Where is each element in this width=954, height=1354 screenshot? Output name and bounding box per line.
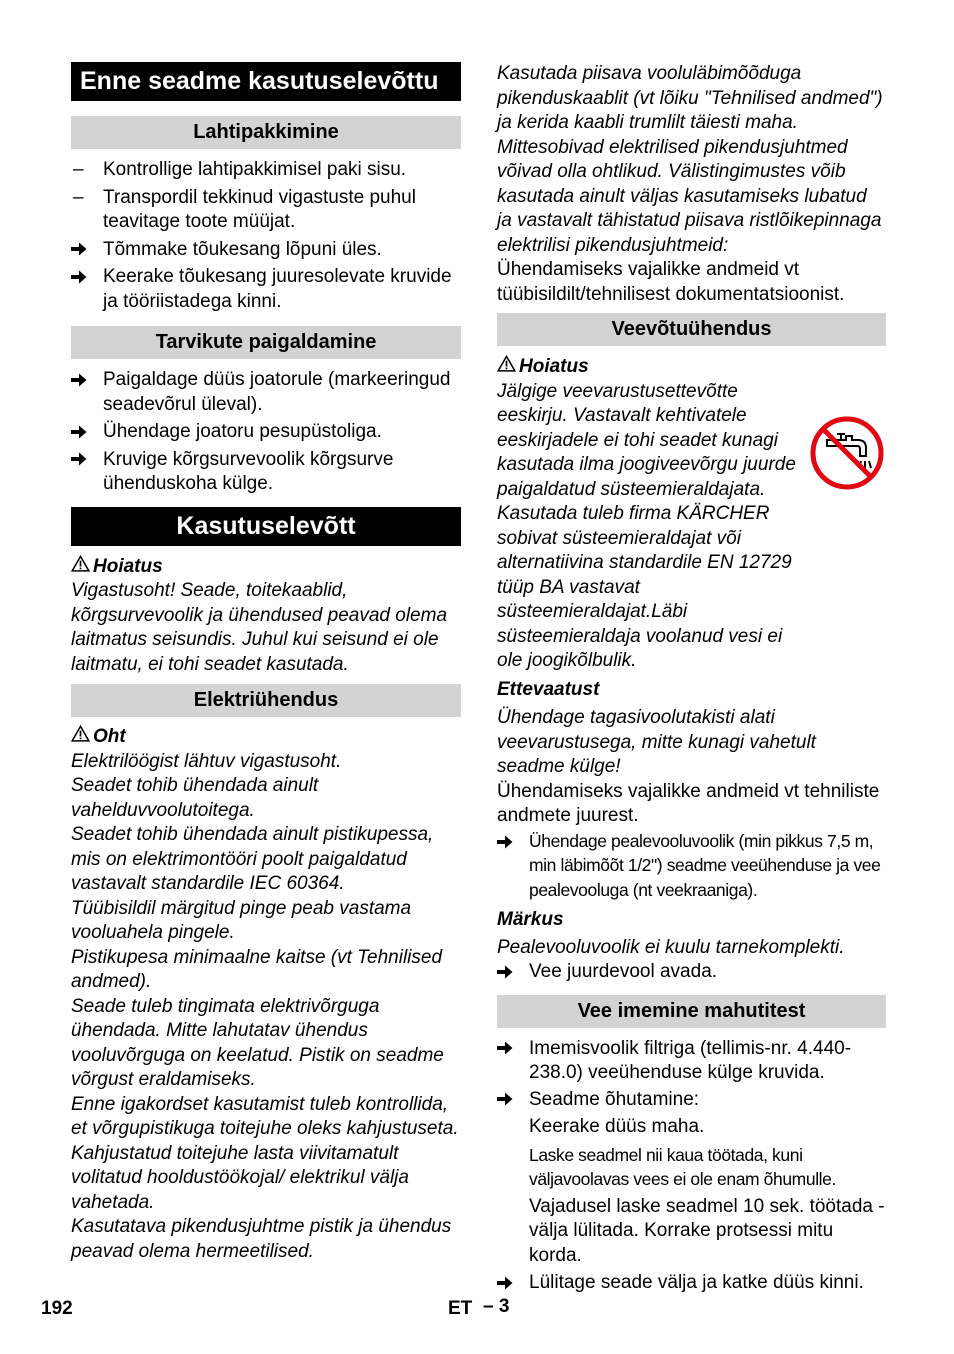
- dash-marker: –: [73, 159, 84, 180]
- danger-paragraph: Kasutatava pikendusjuhtme pistik ja ühendus peavad olema hermeetilised.: [71, 1216, 452, 1262]
- caution-heading: Ettevaatust: [497, 678, 600, 700]
- sub-step: Laske seadmel nii kaua töötada, kuni väljavoolavas vees ei ole enam õhumulle.: [529, 1144, 836, 1189]
- list-item: Lülitage seade välja ja katke düüs kinni.: [497, 1271, 886, 1296]
- sub-step: Keerake düüs maha.: [529, 1116, 705, 1137]
- caution-text: Ühendage tagasivoolutakisti alati veevarustusega, mitte kunagi vahetult seadme külge!: [497, 707, 816, 777]
- list-item: Kruvige kõrgsurvevoolik kõrgsurve ühenduskoha külge.: [71, 448, 461, 497]
- note-text: Pealevooluvoolik ei kuulu tarnekomplekti.: [497, 936, 845, 958]
- subheading-suction: Vee imemine mahutitest: [497, 995, 886, 1028]
- dash-marker: –: [73, 186, 84, 208]
- arrow-right-icon: [71, 242, 87, 256]
- sub-step: Vajadusel laske seadmel 10 sek. töötada - välja lülitada. Korrake protsessi mitu korda.: [529, 1195, 885, 1266]
- subheading-electrical: Elektriühendus: [71, 684, 461, 717]
- list-item: Seadme õhutamine:: [497, 1088, 886, 1113]
- note-heading: Märkus: [497, 909, 564, 930]
- water-warning-text: Jälgige veevarustusettevõtte eeskirju. Vastavalt kehtivatele eeskirjadele ei tohi seadet kunagi kasutada ilma joogiveevõrgu juurde paigaldatud süsteemieraldajata. Kasutada tuleb firma KÄRCHER sobivat süsteemieraldajat või alternatiivina standardile EN 12729 tüüp BA vastavat süsteemieraldajat.Läbi süsteemieraldaja voolanud vesi ei ole joogikõlbulik.: [497, 380, 796, 671]
- arrow-right-icon: [497, 1041, 513, 1055]
- subheading-accessories: Tarvikute paigaldamine: [71, 326, 461, 359]
- connection-data-text: Ühendamiseks vajalikke andmeid vt tüübisildilt/tehnilisest dokumentatsioonist.: [497, 259, 845, 305]
- danger-paragraph: Seadet tohib ühendada ainult pistikupessa, mis on elektrimontööri poolt paigaldatud vastavalt standardile IEC 60364.: [71, 824, 434, 894]
- arrow-right-icon: [497, 1276, 513, 1290]
- arrow-right-icon: [71, 373, 87, 387]
- list-item: Ühendage joatoru pesupüstoliga.: [71, 420, 461, 445]
- list-item: Keerake tõukesang juuresolevate kruvide ja tööriistadega kinni.: [71, 265, 461, 314]
- arrow-right-icon: [71, 270, 87, 284]
- warning-text: Vigastusoht! Seade, toitekaablid, kõrgsurvevoolik ja ühendused peavad olema laitmatus seisundis. Juhul kui seisund ei ole laitmatu, ei tohi seadet kasutada.: [71, 580, 448, 675]
- right-column: [497, 62, 886, 1296]
- list-item: Tõmmake tõukesang lõpuni üles.: [71, 238, 461, 263]
- list-item: – Kontrollige lahtipakkimisel paki sisu.: [71, 158, 461, 183]
- warning-heading: Hoiatus: [71, 555, 461, 580]
- danger-heading: Oht: [71, 725, 461, 750]
- danger-paragraph: Elektrilöögist lähtuv vigastusoht.: [71, 750, 342, 772]
- warning-heading: Hoiatus: [497, 355, 886, 380]
- warning-triangle-icon: [497, 355, 516, 372]
- section-heading-before-use: Enne seadme kasutuselevõttu: [71, 62, 461, 101]
- subheading-water-supply: Veevõtuühendus: [497, 313, 886, 346]
- list-item: Vee juurdevool avada.: [497, 960, 886, 985]
- list-item: Paigaldage düüs joatorule (markeeringud seadevõrul üleval).: [71, 368, 461, 417]
- arrow-right-icon: [497, 835, 513, 849]
- arrow-right-icon: [71, 425, 87, 439]
- list-item: Ühendage pealevooluvoolik (min pikkus 7,5 m, min läbimõõt 1/2") seadme veeühenduse ja vee pealevooluga (nt veekraaniga).: [497, 829, 886, 903]
- arrow-right-icon: [497, 965, 513, 979]
- sub-page-number: – 3: [483, 1296, 510, 1317]
- warning-triangle-icon: [71, 555, 90, 572]
- arrow-right-icon: [71, 452, 87, 466]
- list-item: Imemisvoolik filtriga (tellimis-nr. 4.440-238.0) veeühenduse külge kruvida.: [497, 1037, 886, 1086]
- danger-paragraph: Pistikupesa minimaalne kaitse (vt Tehnilised andmed).: [71, 946, 443, 992]
- left-column: [71, 62, 461, 1264]
- technical-data-text: Ühendamiseks vajalikke andmeid vt tehniliste andmete juurest.: [497, 780, 880, 826]
- danger-paragraph: Enne igakordset kasutamist tuleb kontrollida, et võrgupistikuga toitejuhe oleks kahjustuseta. Kahjustatud toitejuhe lasta viivitamatult volitatud hooldustöökojal/ elektrikul välja vahetada.: [71, 1093, 459, 1213]
- warning-triangle-icon: [71, 725, 90, 742]
- arrow-right-icon: [497, 1092, 513, 1106]
- subheading-unpacking: Lahtipakkimine: [71, 116, 461, 149]
- danger-paragraph: Tüübisildil märgitud pinge peab vastama vooluahela pingele.: [71, 897, 412, 943]
- list-item: – Transpordil tekkinud vigastuste puhul teavitage toote müüjat.: [73, 186, 416, 232]
- language-code: ET: [448, 1298, 473, 1319]
- danger-paragraph: Seadet tohib ühendada ainult vahelduvvoolutoitega.: [71, 775, 319, 821]
- section-heading-commissioning: Kasutuselevõtt: [71, 507, 461, 546]
- extension-cable-text: Kasutada piisava vooluläbimõõduga pikenduskaablit (vt lõiku "Tehnilised andmed") ja kerida kaabli trumlilt täiesti maha. Mittesobivad elektrilised pikendusjuhtmed võivad olla ohtlikud. Välistingimustes võib kasutada ainult väljas kasutamiseks lubatud ja vastavalt tähistatud piisava ristlõikepinnaga elektrilisi pikendusjuhtmeid:: [497, 63, 883, 256]
- danger-paragraph: Seade tuleb tingimata elektrivõrguga ühendada. Mitte lahutatav ühendus vooluvõrguga on keelatud. Pistik on seadme võrgust eraldamiseks.: [71, 995, 444, 1090]
- no-drinking-water-icon: [810, 416, 884, 490]
- page-number: 192: [41, 1298, 73, 1319]
